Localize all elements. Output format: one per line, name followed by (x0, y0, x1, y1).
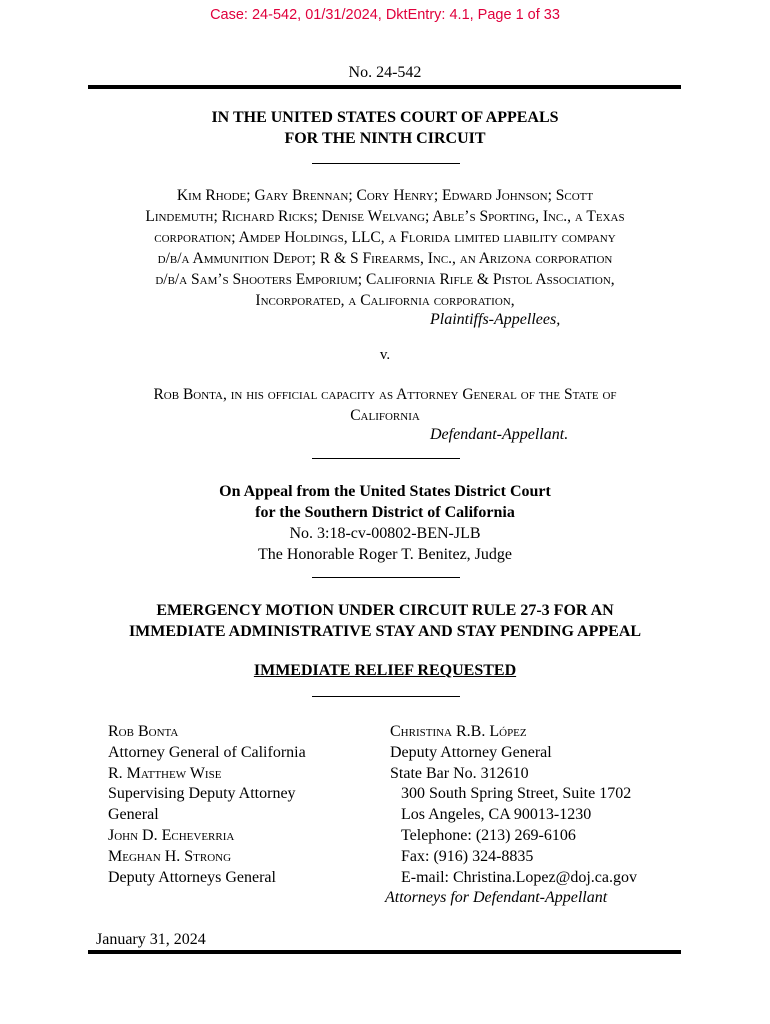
motion-line-1: EMERGENCY MOTION UNDER CIRCUIT RULE 27-3 FOR AN (156, 602, 614, 619)
appeal-line-1: On Appeal from the United States District Court (219, 483, 551, 500)
plaintiffs-line: d/b/a Ammunition Depot; R & S Firearms, Inc., an Arizona corporation (157, 250, 613, 267)
bottom-rule (88, 950, 681, 954)
plaintiffs-line: Lindemuth; Richard Ricks; Denise Welvang; Able’s Sporting, Inc., a Texas (145, 208, 625, 225)
counsel-name: R. Matthew Wise (108, 764, 222, 782)
counsel-title: General (108, 806, 159, 824)
plaintiffs-line: Incorporated, a California corporation, (255, 292, 515, 309)
court-line-1: IN THE UNITED STATES COURT OF APPEALS (211, 109, 559, 126)
relief-heading: IMMEDIATE RELIEF REQUESTED (253, 662, 517, 679)
plaintiffs-role: Plaintiffs-Appellees, (430, 311, 561, 328)
counsel-name: Christina R.B. López (390, 723, 527, 740)
email: E-mail: Christina.Lopez@doj.ca.gov (401, 868, 638, 886)
defendant-line: Rob Bonta, in his official capacity as Attorney General of the State of (153, 386, 617, 403)
divider-4 (312, 696, 460, 697)
defendant-line: California (350, 407, 420, 424)
court-line-2: FOR THE NINTH CIRCUIT (284, 130, 486, 147)
divider-3 (312, 577, 460, 578)
counsel-title: Deputy Attorney General (390, 743, 552, 761)
address-line-2: Los Angeles, CA 90013-1230 (401, 806, 592, 824)
docket-stamp: Case: 24-542, 01/31/2024, DktEntry: 4.1, Page 1 of 33 (210, 7, 560, 23)
counsel-role: Attorneys for Defendant-Appellant (385, 889, 608, 907)
motion-line-2: IMMEDIATE ADMINISTRATIVE STAY AND STAY PENDING APPEAL (128, 623, 642, 640)
divider-1 (312, 163, 460, 164)
district-case-number: No. 3:18-cv-00802-BEN-JLB (289, 525, 481, 542)
court-caption (0, 107, 770, 149)
counsel-title: Supervising Deputy Attorney (108, 785, 296, 803)
counsel-name: Meghan H. Strong (108, 847, 232, 865)
plaintiffs-line: d/b/a Sam’s Shooters Emporium; California Rifle & Pistol Association, (155, 271, 615, 288)
address-line-1: 300 South Spring Street, Suite 1702 (401, 785, 632, 803)
plaintiffs-block (90, 185, 680, 311)
appeal-line-2: for the Southern District of California (255, 504, 515, 521)
versus: v. (379, 347, 391, 363)
fax: Fax: (916) 324-8835 (401, 847, 534, 865)
plaintiffs-line: Kim Rhode; Gary Brennan; Cory Henry; Edward Johnson; Scott (176, 187, 594, 204)
docket-number: No. 24-542 (348, 64, 422, 81)
counsel-name: John D. Echeverria (108, 826, 235, 844)
counsel-title: Attorney General of California (108, 743, 306, 761)
counsel-left (108, 722, 358, 888)
bar-number: State Bar No. 312610 (390, 764, 529, 782)
counsel-title: Deputy Attorneys General (108, 868, 276, 886)
counsel-right (385, 722, 690, 909)
counsel-name: Rob Bonta (108, 723, 179, 740)
defendant-block (90, 384, 680, 426)
divider-2 (312, 458, 460, 459)
motion-title (0, 600, 770, 642)
telephone: Telephone: (213) 269-6106 (401, 826, 576, 844)
defendant-role: Defendant-Appellant. (430, 426, 569, 443)
top-rule (88, 85, 681, 89)
plaintiffs-line: corporation; Amdep Holdings, LLC, a Florida limited liability company (154, 229, 616, 246)
judge-name: The Honorable Roger T. Benitez, Judge (258, 546, 512, 563)
appeal-block (0, 481, 770, 565)
filing-date: January 31, 2024 (96, 931, 206, 948)
